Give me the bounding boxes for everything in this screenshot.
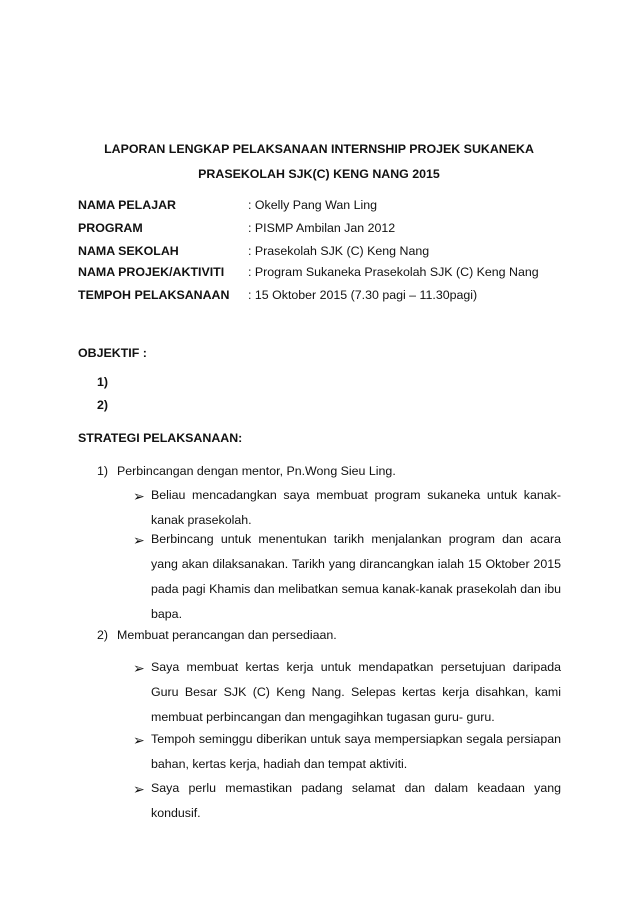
objektif-item-1: 1) (97, 375, 109, 389)
arrow-bullet-icon: ➢ (133, 532, 145, 548)
step-1-bullet-2: Berbincang untuk menentukan tarikh menjalankan program dan acara yang akan dilaksanakan. Tarikh yang dirancangkan ialah 15 Oktober 2015 pada pagi Khamis dan melibatkan semua kanak-kanak prasekolah dan ibu bapa. (151, 532, 561, 621)
info-row-nama-pelajar (78, 198, 578, 218)
step-2-bullet-1: Saya membuat kertas kerja untuk mendapatkan persetujuan daripada Guru Besar SJK (C) Keng Nang. Selepas kertas kerja disahkan, kami membuat perbincangan dan mengagihkan tugasan guru- guru. (151, 660, 561, 724)
strategi-step-2 (97, 628, 337, 642)
info-value: : Program Sukaneka Prasekolah SJK (C) Keng Nang (248, 265, 539, 279)
step-number: 1) (97, 464, 109, 478)
step-2-bullet-3: Saya perlu memastikan padang selamat dan dalam keadaan yang kondusif. (151, 781, 561, 820)
info-label: NAMA PELAJAR (78, 198, 176, 212)
objektif-heading: OBJEKTIF : (78, 346, 147, 360)
step-text: Membuat perancangan dan persediaan. (117, 628, 337, 642)
arrow-bullet-icon: ➢ (133, 660, 145, 676)
info-row-nama-projek (78, 265, 578, 285)
step-2-bullet-2: Tempoh seminggu diberikan untuk saya mempersiapkan segala persiapan bahan, kertas kerja, hadiah dan tempat aktiviti. (151, 732, 561, 771)
arrow-bullet-icon: ➢ (133, 732, 145, 748)
info-row-program (78, 221, 578, 241)
objektif-item-2: 2) (97, 398, 109, 412)
info-label: PROGRAM (78, 221, 143, 235)
info-value: : 15 Oktober 2015 (7.30 pagi – 11.30pagi) (248, 288, 478, 302)
arrow-bullet-icon: ➢ (133, 781, 145, 797)
info-value: : Prasekolah SJK (C) Keng Nang (248, 244, 430, 258)
step-number: 2) (97, 628, 109, 642)
strategi-heading: STRATEGI PELAKSANAAN: (78, 431, 243, 445)
step-text: Perbincangan dengan mentor, Pn.Wong Sieu Ling. (117, 464, 396, 478)
document-title-line-2: PRASEKOLAH SJK(C) KENG NANG 2015 (198, 167, 440, 181)
info-row-nama-sekolah (78, 244, 578, 264)
info-label: NAMA PROJEK/AKTIVITI (78, 265, 225, 279)
info-value: : PISMP Ambilan Jan 2012 (248, 221, 396, 235)
info-value: : Okelly Pang Wan Ling (248, 198, 378, 212)
info-label: TEMPOH PELAKSANAAN (78, 288, 230, 302)
document-title-line-1: LAPORAN LENGKAP PELAKSANAAN INTERNSHIP PROJEK SUKANEKA (104, 142, 534, 156)
info-row-tempoh (78, 288, 578, 308)
step-1-bullet-1: Beliau mencadangkan saya membuat program sukaneka untuk kanak-kanak prasekolah. (151, 488, 561, 527)
info-label: NAMA SEKOLAH (78, 244, 179, 258)
arrow-bullet-icon: ➢ (133, 488, 145, 504)
strategi-step-1 (97, 464, 396, 478)
